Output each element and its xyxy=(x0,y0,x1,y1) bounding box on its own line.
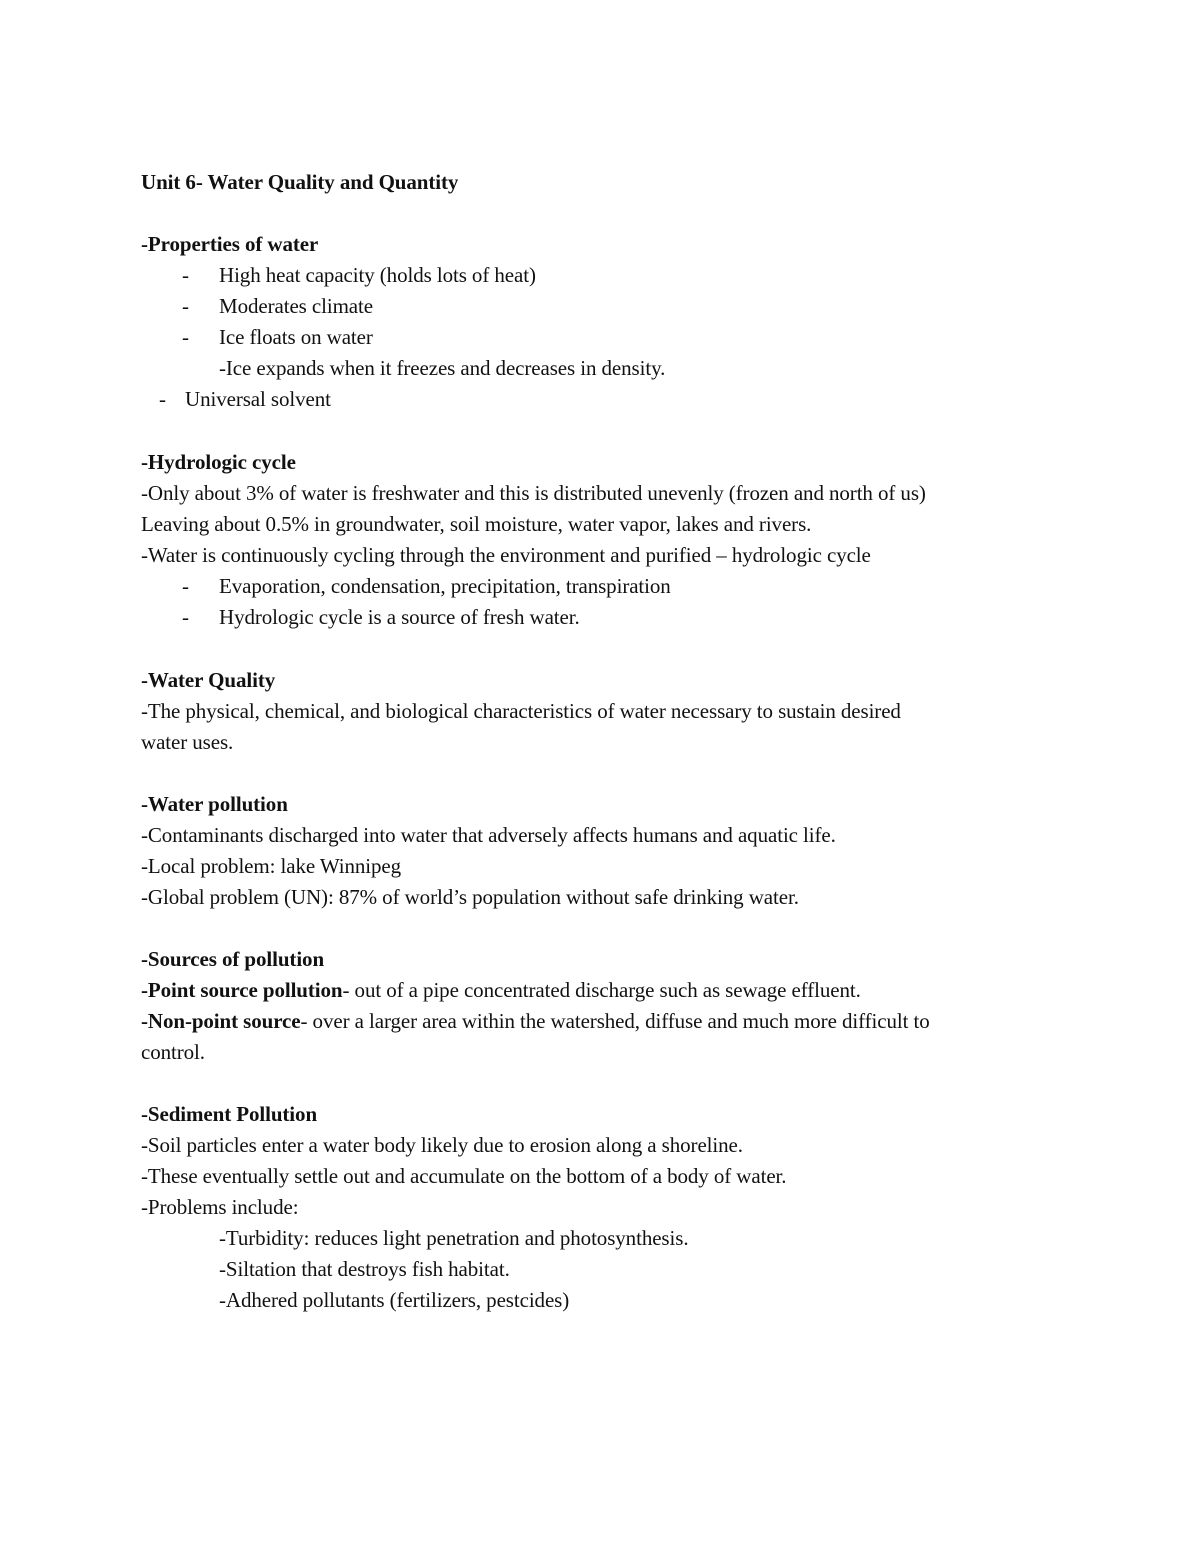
list-item-text: Ice floats on water xyxy=(219,325,373,349)
paragraph-line: -Local problem: lake Winnipeg xyxy=(141,854,402,878)
list-item-text: High heat capacity (holds lots of heat) xyxy=(219,263,536,287)
document-title: Unit 6- Water Quality and Quantity xyxy=(141,170,459,194)
point-source-line xyxy=(141,978,861,1002)
bullet-dash: - xyxy=(182,574,189,598)
paragraph-line: -Soil particles enter a water body likely due to erosion along a shoreline. xyxy=(141,1133,743,1157)
bullet-dash: - xyxy=(182,325,189,349)
paragraph-line: -Only about 3% of water is freshwater and this is distributed unevenly (frozen and north of us) xyxy=(141,481,926,505)
paragraph-line: water uses. xyxy=(141,730,234,754)
paragraph-line: -Global problem (UN): 87% of world’s population without safe drinking water. xyxy=(141,885,799,909)
paragraph-line: -Water is continuously cycling through the environment and purified – hydrologic cycle xyxy=(141,543,871,567)
nonpoint-source-label: -Non-point source xyxy=(141,1009,301,1033)
bullet-dash: - xyxy=(182,294,189,318)
pollution-heading: -Water pollution xyxy=(141,792,288,816)
sources-heading: -Sources of pollution xyxy=(141,947,325,971)
problem-item: -Turbidity: reduces light penetration and photosynthesis. xyxy=(219,1226,689,1250)
nonpoint-source-line xyxy=(141,1009,930,1033)
problem-item: -Siltation that destroys fish habitat. xyxy=(219,1257,510,1281)
paragraph-line: -Problems include: xyxy=(141,1195,299,1219)
bullet-dash: - xyxy=(182,263,189,287)
paragraph-line: -These eventually settle out and accumulate on the bottom of a body of water. xyxy=(141,1164,787,1188)
paragraph-line: -The physical, chemical, and biological characteristics of water necessary to sustain desired xyxy=(141,699,901,723)
bullet-dash: - xyxy=(159,387,166,411)
bullet-dash: - xyxy=(182,605,189,629)
paragraph-line: Leaving about 0.5% in groundwater, soil moisture, water vapor, lakes and rivers. xyxy=(141,512,812,536)
paragraph-line: control. xyxy=(141,1040,205,1064)
list-item-text: Universal solvent xyxy=(185,387,331,411)
properties-heading: -Properties of water xyxy=(141,232,319,256)
problem-item: -Adhered pollutants (fertilizers, pestcides) xyxy=(219,1288,570,1312)
ice-note: -Ice expands when it freezes and decreases in density. xyxy=(219,356,666,380)
point-source-label: -Point source pollution xyxy=(141,978,343,1002)
list-item-text: Evaporation, condensation, precipitation, transpiration xyxy=(219,574,671,598)
sediment-heading: -Sediment Pollution xyxy=(141,1102,318,1126)
list-item-text: Moderates climate xyxy=(219,294,373,318)
quality-heading: -Water Quality xyxy=(141,668,276,692)
point-source-text: - out of a pipe concentrated discharge such as sewage effluent. xyxy=(342,978,861,1002)
list-item-text: Hydrologic cycle is a source of fresh water. xyxy=(219,605,580,629)
hydrologic-heading: -Hydrologic cycle xyxy=(141,450,296,474)
paragraph-line: -Contaminants discharged into water that adversely affects humans and aquatic life. xyxy=(141,823,836,847)
nonpoint-source-text: - over a larger area within the watershed, diffuse and much more difficult to xyxy=(300,1009,930,1033)
